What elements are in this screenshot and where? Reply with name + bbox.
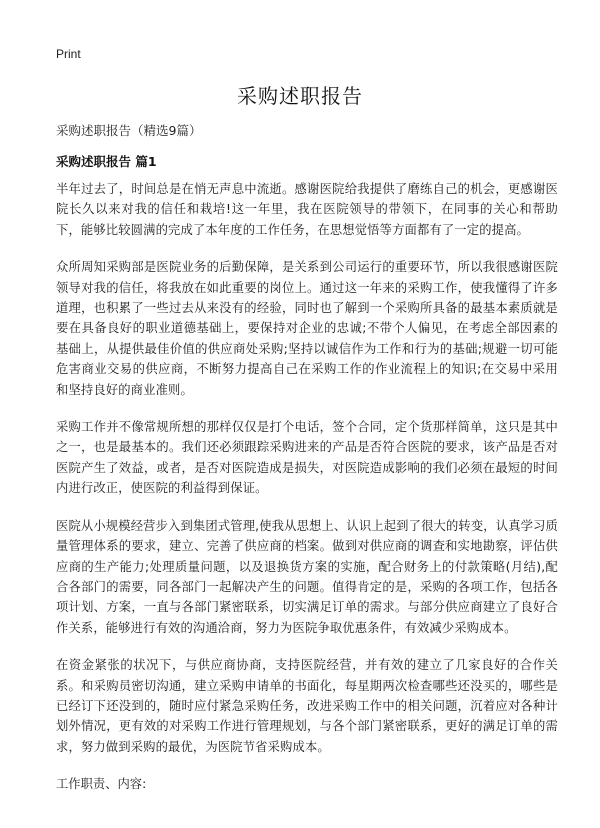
paragraph-2: 众所周知采购部是医院业务的后勤保障，是关系到公司运行的重要环节，所以我很感谢医院领导对我的信任，将我放在如此重要的岗位上。通过这一年来的采购工作，使我懂得了许多道理，也积累了一些过去从来没有的经验，同时也了解到一个采购所具备的最基本素质就是要在具备良好的职业道德基础上，要保持对企业的忠诚;不带个人偏见，在考虑全部因素的基础上，从提供最佳价值的供应商处采购;坚持以诚信作为工作和行为的基础;规避一切可能危害商业交易的供应商，不断努力提高自己在采购工作的作业流程上的知识;在交易中采用和坚持良好的商业准则。 (56, 260, 558, 397)
document-title: 采购述职报告 (237, 84, 363, 108)
duties-heading: 工作职责、内容: (56, 777, 147, 792)
paragraph-3: 采购工作并不像常规所想的那样仅仅是打个电话，签个合同，定个货那样简单，这只是其中之一，也是最基本的。我们还必须跟踪采购进来的产品是否符合医院的要求，该产品是否对医院产生了效益，或者，是否对医院造成是损失，对医院造成影响的我们必须在最短的时间内进行改正，使医院的利益得到保证。 (56, 420, 558, 496)
paragraph-4: 医院从小规模经营步入到集团式管理,使我从思想上、认识上起到了很大的转变，认真学习质量管理体系的要求，建立、完善了供应商的档案。做到对供应商的调查和实地勘察，评估供应商的生产能力;处理质量问题，以及退换货方案的实施，配合财务上的付款策略(月结),配合各部门的需要，同各部门一起解决产生的问题。值得肯定的是，采购的各项工作，包括各项计划、方案，一直与各部门紧密联系，切实满足订单的需求。与部分供应商建立了良好合作关系，能够进行有效的沟通洽商，努力为医院争取优惠条件，有效减少采购成本。 (56, 518, 558, 635)
paragraph-5: 在资金紧张的状况下，与供应商协商，支持医院经营，并有效的建立了几家良好的合作关系。和采购员密切沟通，建立采购申请单的书面化，每星期两次检查哪些还没买的，哪些是已经订下还没到的，随时应付紧急采购任务，改进采购工作中的相关问题，沉着应对各种计划外情况，更有效的对采购工作进行管理规划，与各个部门紧密联系，更好的满足订单的需求，努力做到采购的最优，为医院节省采购成本。 (56, 658, 558, 754)
paragraph-1: 半年过去了，时间总是在悄无声息中流逝。感谢医院给我提供了磨练自己的机会，更感谢医院长久以来对我的信任和栽培!这一年里，我在医院领导的带领下，在同事的关心和帮助下，能够比较圆满的完成了本年度的工作任务，在思想觉悟等方面都有了一定的提高。 (56, 182, 558, 237)
document-subtitle: 采购述职报告（精选9篇） (56, 123, 202, 138)
document-body (56, 179, 558, 794)
print-label[interactable]: Print (56, 47, 81, 61)
section-heading: 采购述职报告 篇1 (56, 154, 157, 169)
